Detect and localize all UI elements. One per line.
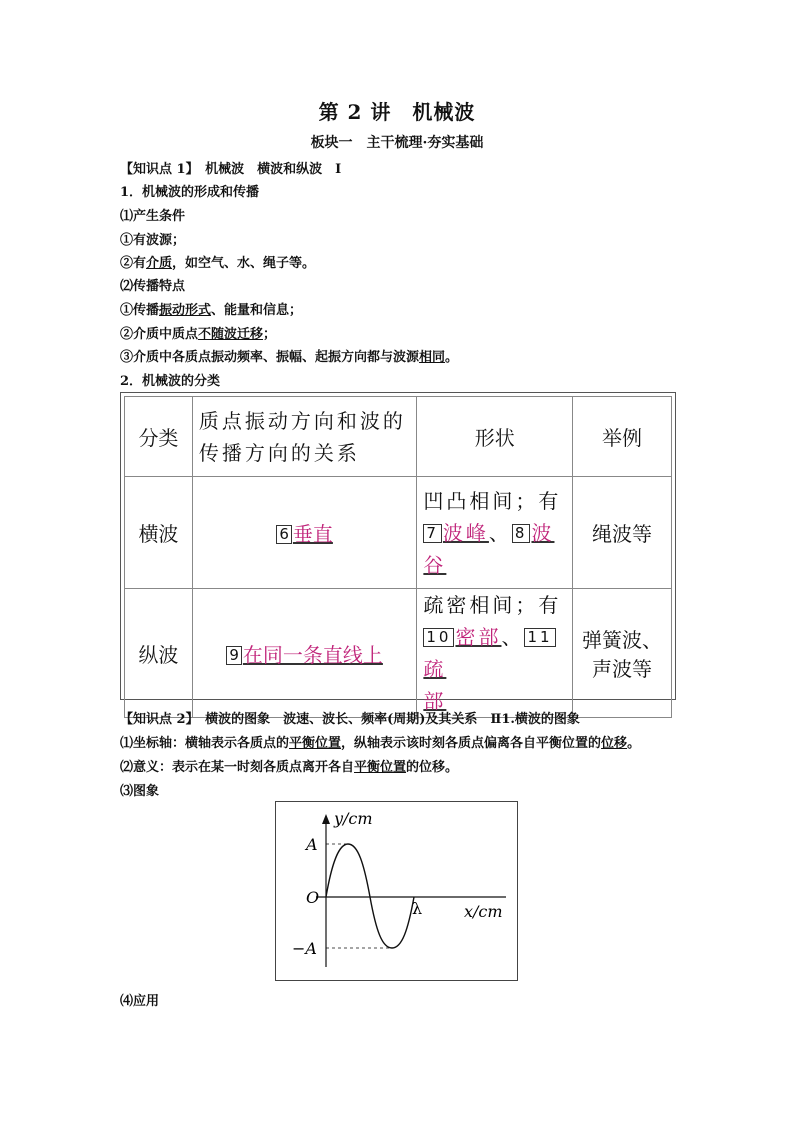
negative-amplitude-label: −A	[292, 939, 317, 958]
cell-transverse-relation: 6 垂直	[192, 477, 416, 589]
header-class: 分类	[125, 397, 193, 477]
table-row-transverse	[125, 477, 672, 589]
condition-1: ①有波源；	[120, 233, 186, 248]
classification-table	[124, 396, 672, 718]
classification-table-frame	[120, 392, 676, 713]
origin-label: O	[306, 888, 320, 907]
wave-graph-svg	[276, 802, 517, 980]
production-conditions: ⑴产生条件	[120, 209, 186, 224]
y-axis-label: y/cm	[334, 809, 373, 828]
section-subtitle: 板块一 主干梳理·夯实基础	[310, 135, 484, 151]
y-axis-arrow	[322, 814, 330, 824]
cell-longitudinal: 纵波	[125, 589, 193, 718]
header-example: 举例	[573, 397, 672, 477]
cell-longitudinal-relation: 9 在同一条直线上	[192, 589, 416, 718]
table-row-longitudinal	[125, 589, 672, 718]
application-label: ⑷应用	[120, 994, 160, 1009]
amplitude-label: A	[306, 835, 318, 854]
table-header-row	[125, 397, 672, 477]
meaning-description: ⑵意义：表示在某一时刻各质点离开各自平衡位置的位移。	[120, 760, 459, 775]
knowledge-point-1-heading: 【知识点 1】 机械波 横波和纵波 Ⅰ	[120, 162, 342, 177]
feature-1: ①传播振动形式、能量和信息；	[120, 303, 303, 318]
section-1-heading: 1．机械波的形成和传播	[120, 185, 260, 200]
cell-transverse: 横波	[125, 477, 193, 589]
header-shape: 形状	[417, 397, 573, 477]
section-2-heading: 2．机械波的分类	[120, 374, 221, 389]
wave-graph	[275, 801, 518, 981]
knowledge-point-2-heading: 【知识点 2】 横波的图象 波速、波长、频率(周期)及其关系 Ⅱ1.横波的图象	[120, 712, 580, 727]
x-axis-label: x/cm	[464, 902, 503, 921]
feature-2: ②介质中质点不随波迁移；	[120, 327, 277, 342]
condition-2: ②有介质，如空气、水、绳子等。	[120, 256, 316, 271]
feature-3: ③介质中各质点振动频率、振幅、起振方向都与波源相同。	[120, 350, 459, 365]
propagation-features: ⑵传播特点	[120, 279, 186, 294]
wavelength-label: λ	[412, 899, 423, 918]
cell-longitudinal-shape: 疏密相间；有 10 密部、 11疏 部	[417, 589, 573, 718]
header-relation: 质点振动方向和波的传播方向的关系	[192, 397, 416, 477]
axis-description: ⑴坐标轴：横轴表示各质点的平衡位置，纵轴表示该时刻各质点偏离各自平衡位置的位移。	[120, 736, 641, 751]
page-title: 第 2 讲 机械波	[318, 100, 476, 124]
cell-transverse-example: 绳波等	[573, 477, 672, 589]
graph-label: ⑶图象	[120, 784, 160, 799]
cell-transverse-shape: 凹凸相间；有 7 波峰、 8 波 谷	[417, 477, 573, 589]
cell-longitudinal-example: 弹簧波、 声波等	[573, 589, 672, 718]
wave-curve	[326, 844, 414, 948]
